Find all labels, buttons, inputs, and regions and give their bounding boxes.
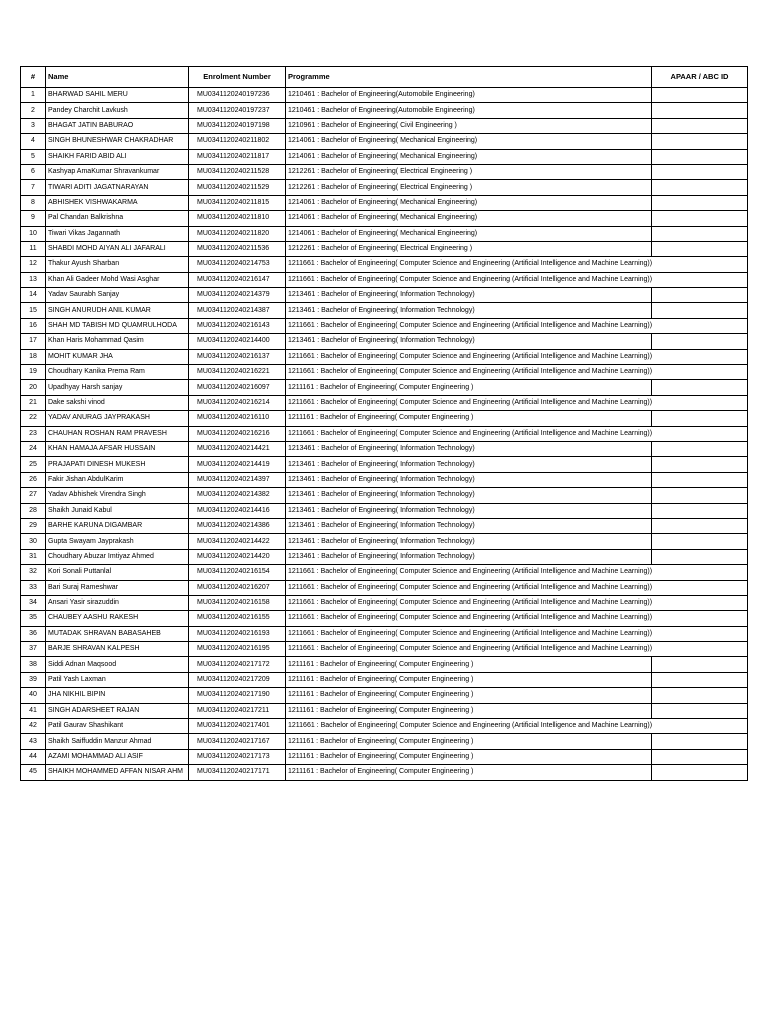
cell-number: 24: [21, 441, 46, 456]
table-row: [21, 719, 748, 734]
cell-enrolment: MU0341120240216207: [189, 580, 286, 595]
cell-enrolment: MU0341120240211802: [189, 134, 286, 149]
cell-programme: 1211661 : Bachelor of Engineering( Computer Science and Engineering (Artificial Intelligence and Machine Learning)): [286, 257, 652, 272]
cell-enrolment: MU0341120240216158: [189, 595, 286, 610]
table-row: [21, 180, 748, 195]
cell-enrolment: MU0341120240211536: [189, 241, 286, 256]
cell-name: SINGH ANURUDH ANIL KUMAR: [46, 303, 189, 318]
table-row: [21, 195, 748, 210]
cell-name: SHABDI MOHD AIYAN ALI JAFARALI: [46, 241, 189, 256]
cell-number: 16: [21, 318, 46, 333]
cell-enrolment: MU0341120240211810: [189, 211, 286, 226]
table-row: [21, 534, 748, 549]
table-row: [21, 488, 748, 503]
cell-number: 33: [21, 580, 46, 595]
table-row: [21, 565, 748, 580]
cell-programme: 1211161 : Bachelor of Engineering( Computer Engineering ): [286, 411, 652, 426]
cell-apaar: [652, 503, 748, 518]
cell-apaar: [652, 472, 748, 487]
cell-apaar: [652, 103, 748, 118]
cell-apaar: [652, 672, 748, 687]
cell-programme: 1213461 : Bachelor of Engineering( Information Technology): [286, 518, 652, 533]
cell-number: 20: [21, 380, 46, 395]
cell-name: KHAN HAMAJA AFSAR HUSSAIN: [46, 441, 189, 456]
table-row: [21, 272, 748, 287]
cell-number: 8: [21, 195, 46, 210]
cell-enrolment: MU0341120240214397: [189, 472, 286, 487]
cell-apaar: [652, 365, 748, 380]
cell-enrolment: MU0341120240197236: [189, 88, 286, 103]
cell-name: Ansari Yasir sirazuddin: [46, 595, 189, 610]
cell-enrolment: MU0341120240214416: [189, 503, 286, 518]
cell-number: 27: [21, 488, 46, 503]
table-row: [21, 503, 748, 518]
cell-programme: 1211661 : Bachelor of Engineering( Computer Science and Engineering (Artificial Intelligence and Machine Learning)): [286, 349, 652, 364]
cell-apaar: [652, 595, 748, 610]
student-list-table: [20, 66, 748, 781]
cell-programme: 1211661 : Bachelor of Engineering( Computer Science and Engineering (Artificial Intelligence and Machine Learning)): [286, 719, 652, 734]
cell-programme: 1211161 : Bachelor of Engineering( Computer Engineering ): [286, 703, 652, 718]
cell-name: BARHE KARUNA DIGAMBAR: [46, 518, 189, 533]
cell-number: 14: [21, 288, 46, 303]
table-body: [21, 88, 748, 781]
table-row: [21, 626, 748, 641]
cell-enrolment: MU0341120240197237: [189, 103, 286, 118]
cell-number: 31: [21, 549, 46, 564]
cell-programme: 1210461 : Bachelor of Engineering(Automobile Engineering): [286, 88, 652, 103]
cell-enrolment: MU0341120240217190: [189, 688, 286, 703]
cell-programme: 1211661 : Bachelor of Engineering( Computer Science and Engineering (Artificial Intelligence and Machine Learning)): [286, 365, 652, 380]
cell-name: Shaikh Junaid Kabul: [46, 503, 189, 518]
cell-number: 1: [21, 88, 46, 103]
cell-name: MUTADAK SHRAVAN BABASAHEB: [46, 626, 189, 641]
cell-enrolment: MU0341120240216143: [189, 318, 286, 333]
cell-apaar: [652, 441, 748, 456]
cell-name: CHAUHAN ROSHAN RAM PRAVESH: [46, 426, 189, 441]
cell-apaar: [652, 688, 748, 703]
cell-enrolment: MU0341120240216214: [189, 395, 286, 410]
cell-apaar: [652, 411, 748, 426]
cell-programme: 1211161 : Bachelor of Engineering( Computer Engineering ): [286, 688, 652, 703]
cell-programme: 1211661 : Bachelor of Engineering( Computer Science and Engineering (Artificial Intelligence and Machine Learning)): [286, 611, 652, 626]
table-row: [21, 457, 748, 472]
cell-name: TIWARI ADITI JAGATNARAYAN: [46, 180, 189, 195]
table-row: [21, 118, 748, 133]
cell-name: Kashyap AmaKumar Shravankumar: [46, 164, 189, 179]
cell-apaar: [652, 657, 748, 672]
cell-programme: 1211161 : Bachelor of Engineering( Computer Engineering ): [286, 765, 652, 780]
cell-number: 7: [21, 180, 46, 195]
cell-enrolment: MU0341120240216137: [189, 349, 286, 364]
table-row: [21, 257, 748, 272]
cell-programme: 1211161 : Bachelor of Engineering( Computer Engineering ): [286, 380, 652, 395]
table-row: [21, 549, 748, 564]
table-row: [21, 595, 748, 610]
cell-name: SHAIKH MOHAMMED AFFAN NISAR AHM: [46, 765, 189, 780]
cell-name: MOHIT KUMAR JHA: [46, 349, 189, 364]
cell-enrolment: MU0341120240214422: [189, 534, 286, 549]
cell-programme: 1211661 : Bachelor of Engineering( Computer Science and Engineering (Artificial Intelligence and Machine Learning)): [286, 580, 652, 595]
cell-name: Choudhary Abuzar Imtiyaz Ahmed: [46, 549, 189, 564]
cell-number: 12: [21, 257, 46, 272]
cell-apaar: [652, 180, 748, 195]
cell-number: 34: [21, 595, 46, 610]
cell-number: 15: [21, 303, 46, 318]
table-row: [21, 349, 748, 364]
table-row: [21, 211, 748, 226]
cell-enrolment: MU0341120240211528: [189, 164, 286, 179]
cell-name: PRAJAPATI DINESH MUKESH: [46, 457, 189, 472]
cell-name: Khan Haris Mohammad Qasim: [46, 334, 189, 349]
cell-number: 25: [21, 457, 46, 472]
cell-number: 32: [21, 565, 46, 580]
cell-programme: 1211661 : Bachelor of Engineering( Computer Science and Engineering (Artificial Intelligence and Machine Learning)): [286, 642, 652, 657]
cell-programme: 1213461 : Bachelor of Engineering( Information Technology): [286, 534, 652, 549]
cell-apaar: [652, 257, 748, 272]
cell-number: 36: [21, 626, 46, 641]
cell-enrolment: MU0341120240216216: [189, 426, 286, 441]
cell-apaar: [652, 642, 748, 657]
cell-name: YADAV ANURAG JAYPRAKASH: [46, 411, 189, 426]
table-row: [21, 611, 748, 626]
cell-programme: 1214061 : Bachelor of Engineering( Mechanical Engineering): [286, 149, 652, 164]
table-row: [21, 134, 748, 149]
cell-name: Upadhyay Harsh sanjay: [46, 380, 189, 395]
cell-apaar: [652, 395, 748, 410]
cell-programme: 1211661 : Bachelor of Engineering( Computer Science and Engineering (Artificial Intelligence and Machine Learning)): [286, 318, 652, 333]
table-row: [21, 380, 748, 395]
cell-number: 6: [21, 164, 46, 179]
cell-enrolment: MU0341120240214419: [189, 457, 286, 472]
cell-enrolment: MU0341120240216155: [189, 611, 286, 626]
cell-enrolment: MU0341120240214386: [189, 518, 286, 533]
cell-programme: 1214061 : Bachelor of Engineering( Mechanical Engineering): [286, 195, 652, 210]
cell-apaar: [652, 134, 748, 149]
cell-apaar: [652, 703, 748, 718]
cell-number: 44: [21, 749, 46, 764]
cell-programme: 1211161 : Bachelor of Engineering( Computer Engineering ): [286, 749, 652, 764]
cell-number: 35: [21, 611, 46, 626]
table-row: [21, 672, 748, 687]
cell-name: SHAIKH FARID ABID ALI: [46, 149, 189, 164]
cell-name: Bari Suraj Rameshwar: [46, 580, 189, 595]
table-row: [21, 765, 748, 780]
cell-programme: 1211661 : Bachelor of Engineering( Computer Science and Engineering (Artificial Intelligence and Machine Learning)): [286, 395, 652, 410]
table-row: [21, 226, 748, 241]
cell-programme: 1213461 : Bachelor of Engineering( Information Technology): [286, 303, 652, 318]
cell-programme: 1213461 : Bachelor of Engineering( Information Technology): [286, 457, 652, 472]
cell-enrolment: MU0341120240216193: [189, 626, 286, 641]
cell-apaar: [652, 426, 748, 441]
column-header-apaar: APAAR / ABC ID: [652, 67, 748, 88]
table-row: [21, 518, 748, 533]
cell-apaar: [652, 488, 748, 503]
cell-name: Siddi Adnan Maqsood: [46, 657, 189, 672]
cell-apaar: [652, 534, 748, 549]
cell-apaar: [652, 318, 748, 333]
cell-number: 22: [21, 411, 46, 426]
cell-name: Gupta Swayam Jayprakash: [46, 534, 189, 549]
cell-programme: 1214061 : Bachelor of Engineering( Mechanical Engineering): [286, 134, 652, 149]
table-header-row: [21, 67, 748, 88]
cell-name: Shaikh Saiffuddin Manzur Ahmad: [46, 734, 189, 749]
cell-name: Yadav Saurabh Sanjay: [46, 288, 189, 303]
cell-apaar: [652, 749, 748, 764]
cell-name: Yadav Abhishek Virendra Singh: [46, 488, 189, 503]
cell-number: 3: [21, 118, 46, 133]
cell-apaar: [652, 380, 748, 395]
cell-apaar: [652, 349, 748, 364]
cell-number: 42: [21, 719, 46, 734]
cell-apaar: [652, 303, 748, 318]
column-header-enrolment: Enrolment Number: [189, 67, 286, 88]
cell-enrolment: MU0341120240214420: [189, 549, 286, 564]
table-row: [21, 426, 748, 441]
cell-name: Patil Yash Laxman: [46, 672, 189, 687]
cell-enrolment: MU0341120240217211: [189, 703, 286, 718]
cell-number: 13: [21, 272, 46, 287]
cell-programme: 1213461 : Bachelor of Engineering( Information Technology): [286, 472, 652, 487]
cell-name: BHAGAT JATIN BABURAO: [46, 118, 189, 133]
cell-number: 19: [21, 365, 46, 380]
cell-enrolment: MU0341120240214421: [189, 441, 286, 456]
cell-number: 45: [21, 765, 46, 780]
cell-name: Tiwari Vikas Jagannath: [46, 226, 189, 241]
table-row: [21, 395, 748, 410]
cell-apaar: [652, 149, 748, 164]
cell-number: 9: [21, 211, 46, 226]
cell-apaar: [652, 272, 748, 287]
table-row: [21, 149, 748, 164]
cell-number: 21: [21, 395, 46, 410]
cell-enrolment: MU0341120240211817: [189, 149, 286, 164]
cell-name: Pal Chandan Balkrishna: [46, 211, 189, 226]
cell-number: 23: [21, 426, 46, 441]
cell-enrolment: MU0341120240216221: [189, 365, 286, 380]
cell-number: 5: [21, 149, 46, 164]
cell-number: 4: [21, 134, 46, 149]
cell-programme: 1212261 : Bachelor of Engineering( Electrical Engineering ): [286, 164, 652, 179]
table-row: [21, 441, 748, 456]
cell-apaar: [652, 765, 748, 780]
cell-apaar: [652, 88, 748, 103]
cell-enrolment: MU0341120240217401: [189, 719, 286, 734]
column-header-programme: Programme: [286, 67, 652, 88]
cell-apaar: [652, 719, 748, 734]
cell-number: 41: [21, 703, 46, 718]
cell-name: BHARWAD SAHIL MERU: [46, 88, 189, 103]
cell-programme: 1214061 : Bachelor of Engineering( Mechanical Engineering): [286, 211, 652, 226]
table-row: [21, 241, 748, 256]
cell-name: Fakir Jishan AbdulKarim: [46, 472, 189, 487]
cell-programme: 1211661 : Bachelor of Engineering( Computer Science and Engineering (Artificial Intelligence and Machine Learning)): [286, 595, 652, 610]
cell-enrolment: MU0341120240197198: [189, 118, 286, 133]
cell-enrolment: MU0341120240214379: [189, 288, 286, 303]
table-row: [21, 318, 748, 333]
cell-number: 10: [21, 226, 46, 241]
cell-name: Khan Ali Gadeer Mohd Wasi Asghar: [46, 272, 189, 287]
cell-enrolment: MU0341120240216195: [189, 642, 286, 657]
cell-apaar: [652, 288, 748, 303]
cell-enrolment: MU0341120240214387: [189, 303, 286, 318]
cell-enrolment: MU0341120240217172: [189, 657, 286, 672]
cell-name: Patil Gaurav Shashikant: [46, 719, 189, 734]
table-row: [21, 749, 748, 764]
cell-number: 37: [21, 642, 46, 657]
cell-programme: 1210961 : Bachelor of Engineering( Civil Engineering ): [286, 118, 652, 133]
cell-enrolment: MU0341120240211529: [189, 180, 286, 195]
cell-programme: 1210461 : Bachelor of Engineering(Automobile Engineering): [286, 103, 652, 118]
cell-programme: 1211161 : Bachelor of Engineering( Computer Engineering ): [286, 734, 652, 749]
cell-apaar: [652, 211, 748, 226]
cell-enrolment: MU0341120240216097: [189, 380, 286, 395]
cell-programme: 1211161 : Bachelor of Engineering( Computer Engineering ): [286, 657, 652, 672]
cell-number: 26: [21, 472, 46, 487]
cell-name: Kori Sonali Puttanlal: [46, 565, 189, 580]
table-row: [21, 88, 748, 103]
table-row: [21, 288, 748, 303]
cell-name: SHAH MD TABISH MD QUAMRULHODA: [46, 318, 189, 333]
cell-enrolment: MU0341120240217167: [189, 734, 286, 749]
cell-name: BARJE SHRAVAN KALPESH: [46, 642, 189, 657]
cell-number: 17: [21, 334, 46, 349]
table-row: [21, 472, 748, 487]
cell-apaar: [652, 457, 748, 472]
cell-number: 11: [21, 241, 46, 256]
cell-number: 18: [21, 349, 46, 364]
table-row: [21, 657, 748, 672]
cell-apaar: [652, 549, 748, 564]
cell-apaar: [652, 518, 748, 533]
cell-programme: 1213461 : Bachelor of Engineering( Information Technology): [286, 503, 652, 518]
cell-programme: 1212261 : Bachelor of Engineering( Electrical Engineering ): [286, 180, 652, 195]
cell-programme: 1213461 : Bachelor of Engineering( Information Technology): [286, 288, 652, 303]
cell-enrolment: MU0341120240217209: [189, 672, 286, 687]
column-header-number: #: [21, 67, 46, 88]
cell-apaar: [652, 580, 748, 595]
cell-name: Thakur Ayush Sharban: [46, 257, 189, 272]
cell-apaar: [652, 241, 748, 256]
cell-programme: 1211661 : Bachelor of Engineering( Computer Science and Engineering (Artificial Intelligence and Machine Learning)): [286, 426, 652, 441]
cell-name: CHAUBEY AASHU RAKESH: [46, 611, 189, 626]
cell-apaar: [652, 226, 748, 241]
table-row: [21, 580, 748, 595]
cell-apaar: [652, 565, 748, 580]
cell-name: Dake sakshi vinod: [46, 395, 189, 410]
cell-name: SINGH ADARSHEET RAJAN: [46, 703, 189, 718]
cell-programme: 1213461 : Bachelor of Engineering( Information Technology): [286, 441, 652, 456]
cell-name: SINGH BHUNESHWAR CHAKRADHAR: [46, 134, 189, 149]
cell-number: 40: [21, 688, 46, 703]
cell-enrolment: MU0341120240211820: [189, 226, 286, 241]
table-row: [21, 103, 748, 118]
cell-name: Choudhary Kanika Prema Ram: [46, 365, 189, 380]
cell-enrolment: MU0341120240216147: [189, 272, 286, 287]
cell-enrolment: MU0341120240211815: [189, 195, 286, 210]
cell-programme: 1211661 : Bachelor of Engineering( Computer Science and Engineering (Artificial Intelligence and Machine Learning)): [286, 626, 652, 641]
cell-apaar: [652, 195, 748, 210]
cell-enrolment: MU0341120240216154: [189, 565, 286, 580]
cell-number: 43: [21, 734, 46, 749]
cell-number: 38: [21, 657, 46, 672]
cell-apaar: [652, 334, 748, 349]
cell-programme: 1213461 : Bachelor of Engineering( Information Technology): [286, 334, 652, 349]
cell-programme: 1214061 : Bachelor of Engineering( Mechanical Engineering): [286, 226, 652, 241]
cell-programme: 1213461 : Bachelor of Engineering( Information Technology): [286, 549, 652, 564]
cell-enrolment: MU0341120240217173: [189, 749, 286, 764]
cell-apaar: [652, 611, 748, 626]
cell-programme: 1212261 : Bachelor of Engineering( Electrical Engineering ): [286, 241, 652, 256]
cell-programme: 1213461 : Bachelor of Engineering( Information Technology): [286, 488, 652, 503]
cell-programme: 1211161 : Bachelor of Engineering( Computer Engineering ): [286, 672, 652, 687]
cell-enrolment: MU0341120240217171: [189, 765, 286, 780]
cell-number: 28: [21, 503, 46, 518]
cell-number: 39: [21, 672, 46, 687]
cell-name: ABHISHEK VISHWAKARMA: [46, 195, 189, 210]
cell-enrolment: MU0341120240214382: [189, 488, 286, 503]
table-row: [21, 688, 748, 703]
cell-enrolment: MU0341120240214753: [189, 257, 286, 272]
column-header-name: Name: [46, 67, 189, 88]
cell-number: 2: [21, 103, 46, 118]
cell-programme: 1211661 : Bachelor of Engineering( Computer Science and Engineering (Artificial Intelligence and Machine Learning)): [286, 272, 652, 287]
cell-number: 30: [21, 534, 46, 549]
table-row: [21, 703, 748, 718]
table-row: [21, 734, 748, 749]
cell-enrolment: MU0341120240216110: [189, 411, 286, 426]
cell-programme: 1211661 : Bachelor of Engineering( Computer Science and Engineering (Artificial Intelligence and Machine Learning)): [286, 565, 652, 580]
cell-apaar: [652, 734, 748, 749]
cell-apaar: [652, 626, 748, 641]
cell-apaar: [652, 118, 748, 133]
cell-name: Pandey Charchit Lavkush: [46, 103, 189, 118]
cell-name: AZAMI MOHAMMAD ALI ASIF: [46, 749, 189, 764]
table-row: [21, 334, 748, 349]
cell-name: JHA NIKHIL BIPIN: [46, 688, 189, 703]
table-row: [21, 365, 748, 380]
cell-apaar: [652, 164, 748, 179]
table-row: [21, 411, 748, 426]
table-row: [21, 642, 748, 657]
table-row: [21, 303, 748, 318]
table-row: [21, 164, 748, 179]
cell-number: 29: [21, 518, 46, 533]
cell-enrolment: MU0341120240214400: [189, 334, 286, 349]
